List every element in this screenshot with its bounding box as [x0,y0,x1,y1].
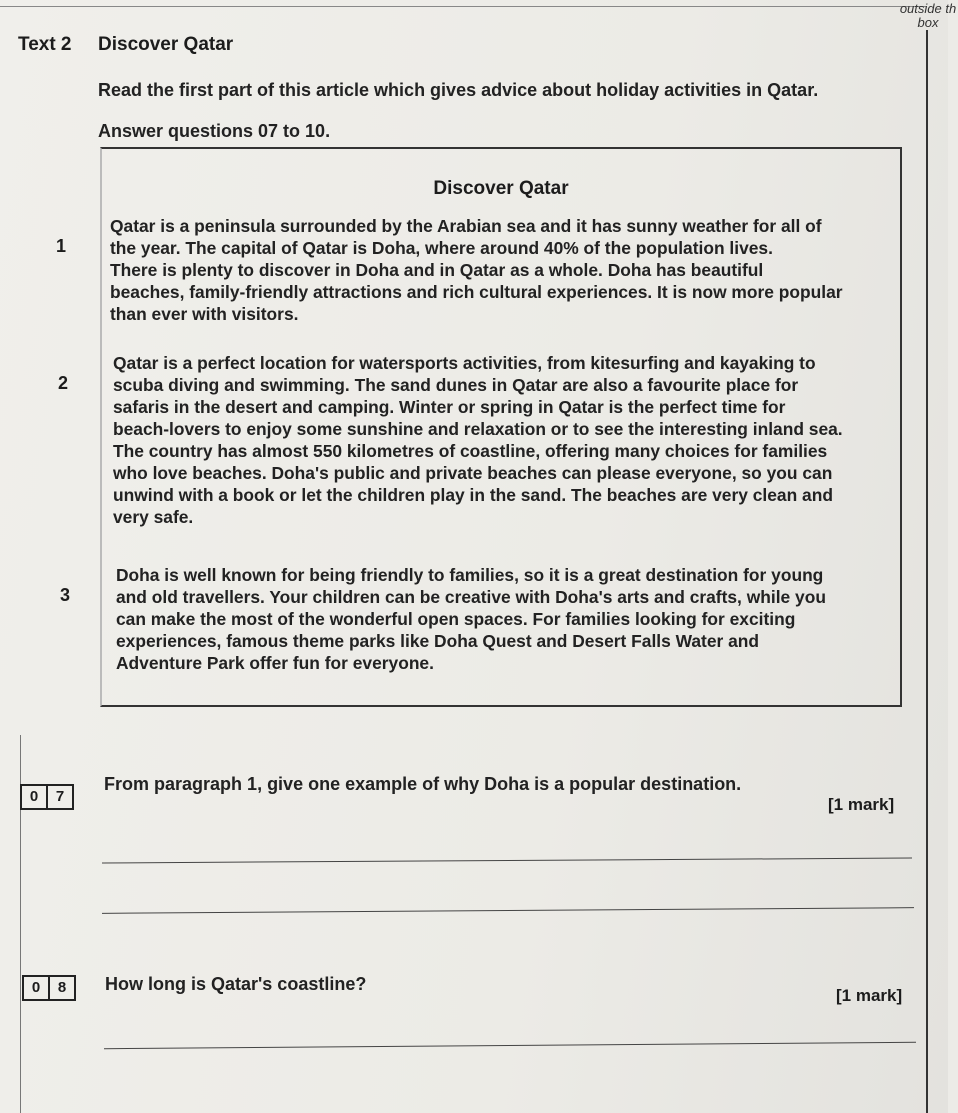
answer-line[interactable] [102,907,914,914]
paragraph-line: than ever with visitors. [110,304,299,324]
paragraph-line: beaches, family-friendly attractions and rich cultural experiences. It is now more popular [110,282,843,302]
question-08-text: How long is Qatar's coastline? [105,974,367,994]
paragraph-2 [113,352,903,528]
top-border [0,6,926,7]
question-text-part: From [104,774,155,794]
question-number-07 [20,784,74,810]
paragraph-line: very safe. [113,507,194,527]
paragraph-line: There is plenty to discover in Doha and in Qatar as a whole. Doha has beautiful [110,260,764,280]
paragraph-number-3: 3 [60,585,71,605]
paragraph-line: the year. The capital of Qatar is Doha, where around 40% of the population lives. [110,238,773,258]
question-digit: 7 [46,786,72,808]
answer-line[interactable] [102,858,912,864]
paragraph-line: Qatar is a perfect location for watersports activities, from kitesurfing and kayaking to [113,353,816,373]
paragraph-line: scuba diving and swimming. The sand dunes in Qatar are also a favourite place for [113,375,799,395]
paragraph-number-1: 1 [56,236,67,256]
paragraph-number-2: 2 [58,373,69,393]
question-digit: 8 [48,977,74,999]
paragraph-line: Adventure Park offer fun for everyone. [116,653,434,673]
question-bold-word: one [308,774,341,794]
article-title: Discover Qatar [433,178,569,199]
text-label: Text 2 [18,34,72,55]
paragraph-line: Doha is well known for being friendly to families, so it is a great destination for young [116,565,824,585]
paragraph-line: beach-lovers to enjoy some sunshine and relaxation or to see the interesting inland sea. [113,419,843,439]
paragraph-line: The country has almost 550 kilometres of coastline, offering many choices for families [113,441,828,461]
intro-line-1: Read the first part of this article which gives advice about holiday activities in Qatar. [98,80,819,100]
text-title: Discover Qatar [98,34,234,55]
question-07-text [104,774,824,795]
paragraph-line: experiences, famous theme parks like Doha Quest and Desert Falls Water and [116,631,760,651]
marks-label-07: [1 mark] [828,795,895,814]
margin-note-line1: outside th [899,1,957,16]
paragraph-line: unwind with a book or let the children play in the sand. The beaches are very clean and [113,485,833,505]
paragraph-line: and old travellers. Your children can be creative with Doha's arts and crafts, while you [116,587,826,607]
question-bold-phrase: paragraph 1 [154,774,258,794]
answer-line[interactable] [104,1042,916,1049]
question-digit: 0 [31,979,41,996]
margin-rule [926,30,928,1113]
paragraph-line: safaris in the desert and camping. Winter or spring in Qatar is the perfect time for [113,397,786,417]
question-number-08 [22,975,76,1001]
question-digit: 0 [29,788,39,805]
question-text-part: example of why Doha is a popular destination. [340,774,742,794]
margin-note [898,2,958,30]
paragraph-line: Qatar is a peninsula surrounded by the Arabian sea and it has sunny weather for all of [110,216,822,236]
paragraph-line: can make the most of the wonderful open spaces. For families looking for exciting [116,609,796,629]
paragraph-1 [110,215,900,325]
paragraph-3 [116,564,901,674]
intro-line-2: Answer questions 07 to 10. [98,121,331,141]
marks-label-08: [1 mark] [836,986,903,1005]
paragraph-line: who love beaches. Doha's public and private beaches can please everyone, so you can [113,463,833,483]
margin-note-line2: box [917,15,939,30]
question-text-part: , give [257,774,309,794]
